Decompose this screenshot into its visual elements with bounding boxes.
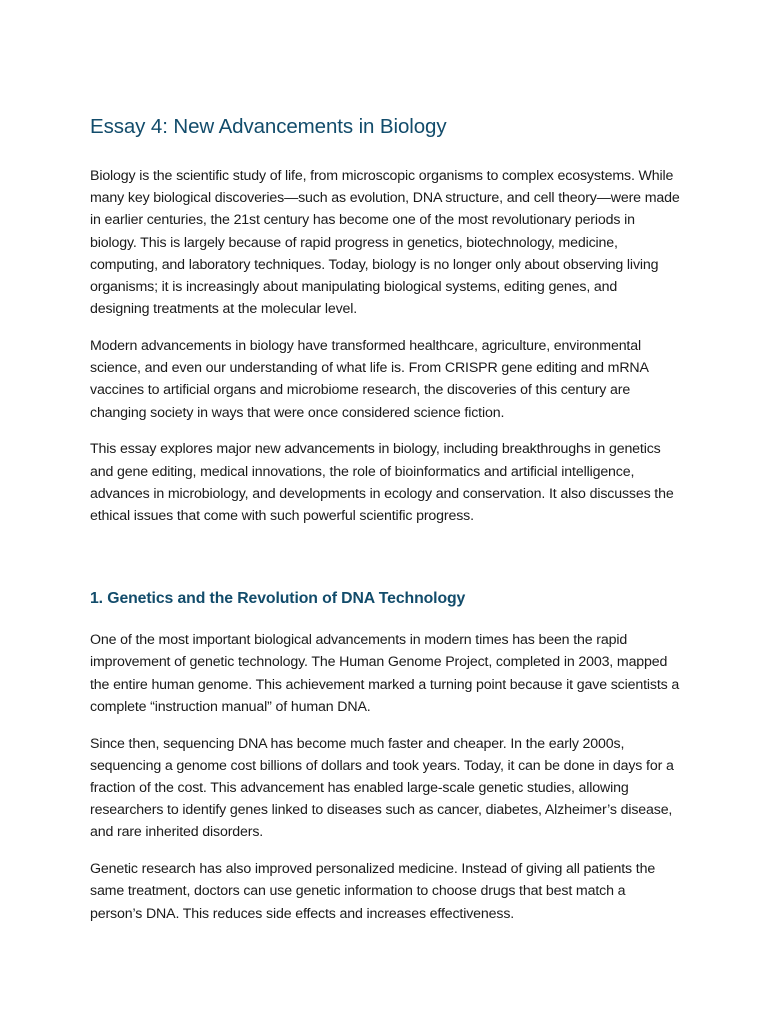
- document-page: [90, 112, 680, 925]
- intro-paragraph-2: Modern advancements in biology have transformed healthcare, agriculture, environmental science, and even our understanding of what life is. From CRISPR gene editing and mRNA vaccines to artificial organs and microbiome research, the discoveries of this century are changing society in ways that were once considered science fiction.: [90, 338, 649, 421]
- section-paragraph-2: Since then, sequencing DNA has become much faster and cheaper. In the early 2000s, sequencing a genome cost billions of dollars and took years. Today, it can be done in days for a fraction of the cost. This advancement has enabled large-scale genetic studies, allowing researchers to identify genes linked to diseases such as cancer, diabetes, Alzheimer’s disease, and rare inherited disorders.: [90, 735, 674, 841]
- intro-paragraph-1: Biology is the scientific study of life, from microscopic organisms to complex ecosystems. While many key biological discoveries—such as evolution, DNA structure, and cell theory—were made in earlier centuries, the 21st century has become one of the most revolutionary periods in biology. This is largely because of rapid progress in genetics, biotechnology, medicine, computing, and laboratory techniques. Today, biology is no longer only about observing living organisms; it is increasingly about manipulating biological systems, editing genes, and designing treatments at the molecular level.: [90, 168, 680, 318]
- section-paragraph-3: Genetic research has also improved personalized medicine. Instead of giving all patients the same treatment, doctors can use genetic information to choose drugs that best match a person’s DNA. This reduces side effects and increases effectiveness.: [90, 861, 656, 922]
- section-heading-genetics: 1. Genetics and the Revolution of DNA Technology: [90, 590, 466, 608]
- intro-paragraph-3: This essay explores major new advancements in biology, including breakthroughs in genetics and gene editing, medical innovations, the role of bioinformatics and artificial intelligence, advances in microbiology, and developments in ecology and conservation. It also discusses the ethical issues that come with such powerful scientific progress.: [90, 441, 674, 525]
- introduction: [90, 165, 680, 527]
- section-paragraph-1: One of the most important biological advancements in modern times has been the rapid improvement of genetic technology. The Human Genome Project, completed in 2003, mapped the entire human genome. This achievement marked a turning point because it gave scientists a complete “instruction manual” of human DNA.: [90, 632, 680, 715]
- essay-title: Essay 4: New Advancements in Biology: [90, 115, 447, 138]
- section-body-genetics: [90, 629, 680, 925]
